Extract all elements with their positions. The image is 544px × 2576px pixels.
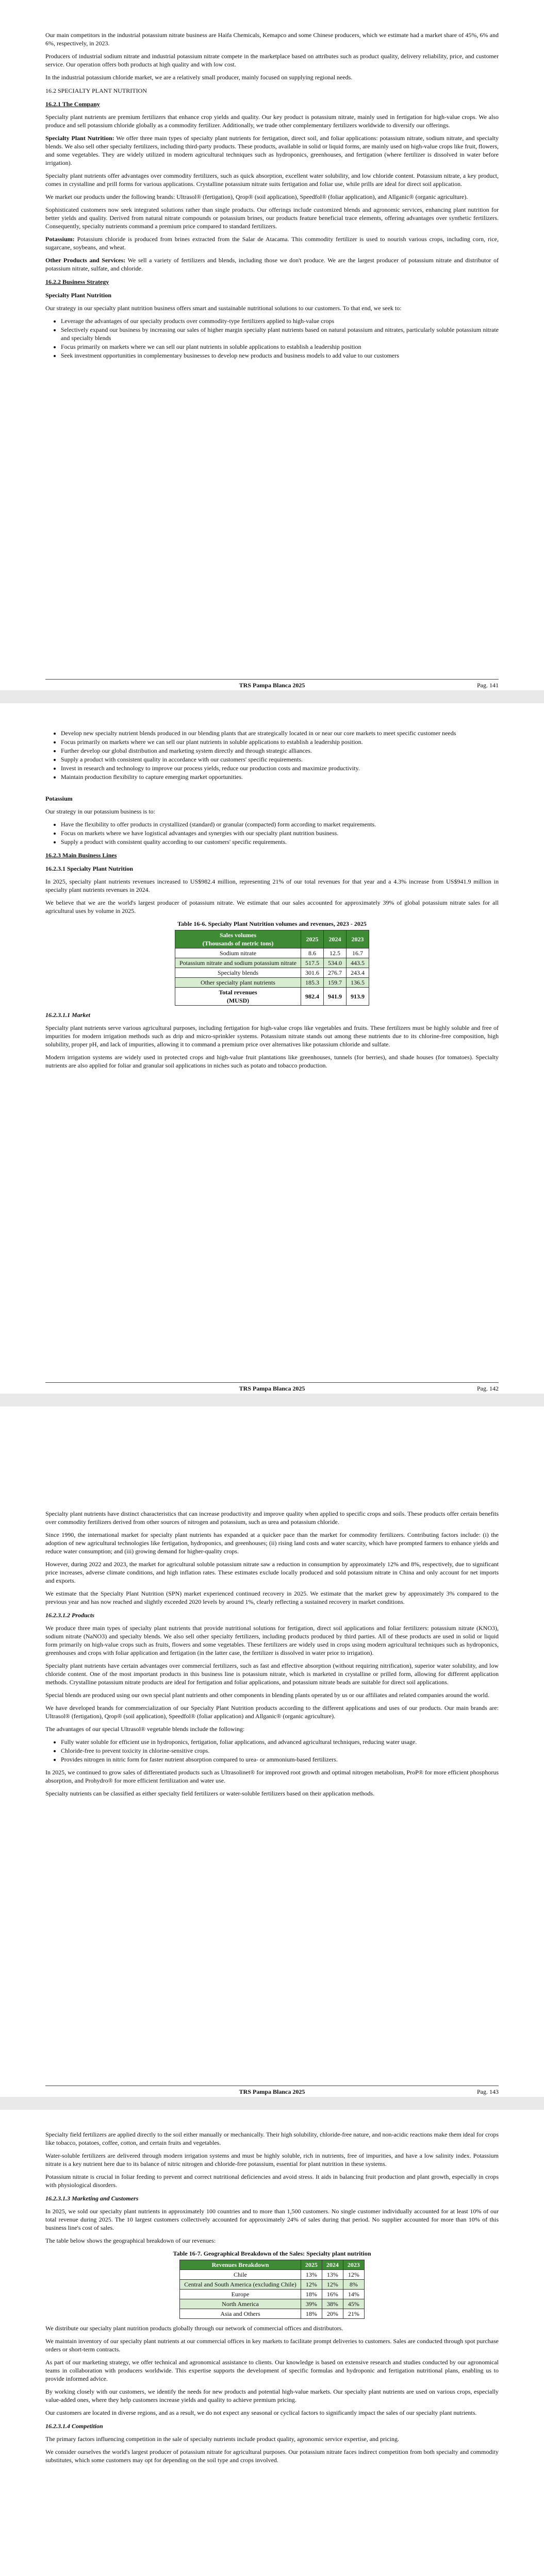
table-row: [175, 978, 369, 988]
paragraph: Producers of industrial sodium nitrate and industrial potassium nitrate compete in the marketplace based on attributes such as product quality, delivery reliability, price, and customer service. Our operation offers both products at high quality and with low cost.: [45, 53, 499, 68]
paragraph: We distribute our specialty plant nutrition products globally through our network of commercial offices and distributors.: [45, 2325, 343, 2332]
page-number: Pag. 142: [477, 1385, 499, 1392]
section-heading: 16.2 SPECIALTY PLANT NUTRITION: [45, 87, 147, 94]
cell: Other specialty plant nutrients: [175, 978, 301, 988]
column-header: 2025: [301, 930, 323, 948]
paragraph: The table below shows the geographical breakdown of our revenues:: [45, 2237, 216, 2244]
paragraph: We maintain inventory of our specialty plant nutrients at our commercial offices in key markets to facilitate prompt deliveries to customers. Sales are conducted through spot purchase orders or short-term contracts.: [45, 2337, 499, 2353]
geo-breakdown-table: [179, 2260, 365, 2319]
list-item: • Chloride-free to prevent toxicity in chlorine-sensitive crops.: [61, 1747, 499, 1755]
cell: 185.3: [301, 978, 323, 988]
paragraph: Specialty plant nutrients offer advantages over commodity fertilizers, such as quick absorption, excellent water solubility, and low chloride content. Potassium nitrate, a key product, comes in crystalline and prill forms for various applications. Crystalline potassium nitrate suits fertigation and foliar use, while prills are ideal for direct soil application.: [45, 172, 499, 188]
paragraph: However, during 2022 and 2023, the market for agricultural soluble potassium nitrate saw a reduction in consumption by approximately 12% and 8%, respectively, due to significant price increases, adverse climate conditions, and high inflation rates. These estimates exclude locally produced and sold potassium nitrate in China and only account for net imports and exports.: [45, 1561, 499, 1584]
page-footer: [45, 1382, 499, 1392]
table-caption: Table 16-6. Specialty Plant Nutrition volumes and revenues, 2023 - 2025: [177, 920, 367, 927]
table-row: [180, 2299, 365, 2309]
cell: 45%: [343, 2299, 364, 2309]
paragraph: In 2025, specialty plant nutrients revenues increased to US$982.4 million, representing 21% of our total revenues for that year and a 4.3% increase from US$941.9 million in specialty plant nutrients revenues in 2024.: [45, 878, 499, 893]
table-row: [175, 968, 369, 978]
cell: 941.9: [323, 988, 346, 1006]
paragraph: The advantages of our special Ultrasol® vegetable blends include the following:: [45, 1725, 245, 1733]
heading: 16.2.3.1 Specialty Plant Nutrition: [45, 865, 133, 872]
paragraph: [45, 235, 499, 251]
list-item: • Further develop our global distribution and marketing system directly and through strategic alliances.: [61, 747, 499, 755]
table-caption: Table 16-7. Geographical Breakdown of the Sales: Specialty plant nutrition: [173, 2250, 371, 2257]
list-item: • Focus on markets where we have logistical advantages and synergies with our specialty plant nutrition business.: [61, 829, 499, 837]
footer-title: TRS Pampa Blanca 2025: [239, 1385, 305, 1392]
column-header: 2024: [322, 2260, 343, 2270]
table-total-row: [175, 988, 369, 1006]
column-header: Sales volumes (Thousands of metric tons): [175, 930, 301, 948]
table-row: [175, 948, 369, 958]
list-item: • Focus primarily on markets where we can sell our plant nutrients in soluble applications to establish a leadership position: [61, 343, 499, 351]
cell: Europe: [180, 2290, 301, 2299]
list-item: • Invest in research and technology to improve our process yields, reduce our production costs and maximize productivity.: [61, 764, 499, 772]
paragraph: In 2025, we continued to grow sales of differentiated products such as Ultrasolinet® for improved root growth and optimal nitrogen metabolism, ProP® for more efficient phosphorus absorption, and Prohydro® for more efficient fertilization and water use.: [45, 1769, 499, 1784]
heading: 16.2.3.1.4 Competition: [45, 2422, 103, 2430]
heading: 16.2.3.1.1 Market: [45, 1011, 90, 1019]
cell: 276.7: [323, 968, 346, 978]
cell: 13%: [301, 2270, 322, 2280]
subsection-heading: 16.2.2 Business Strategy: [45, 278, 109, 285]
cell: 534.0: [323, 958, 346, 968]
column-header: 2024: [323, 930, 346, 948]
paragraph: Sophisticated customers now seek integrated solutions rather than single products. Our offerings include customized blends and agronomic services, enhancing plant nutrition for better yields and quality. Derived from natural nitrate compounds or potassium brines, our products feature beneficial trace elements, offering advantages over synthetic fertilizers. Consequently, specialty nutrients command a premium price compared to standard fertilizers.: [45, 206, 499, 230]
cell: 913.9: [346, 988, 369, 1006]
page-144: [0, 2110, 544, 2576]
paragraph-text: Potassium chloride is produced from brines extracted from the Salar de Atacama. This commodity fertilizer is used to nourish various crops, including corn, rice, sugarcane, soybeans, and wheat.: [45, 235, 499, 251]
paragraph: We market our products under the following brands: Ultrasol® (fertigation), Qrop® (soil application), Speedfol® (foliar application), and Allganic® (organic agriculture).: [45, 193, 468, 200]
paragraph: We estimate that the Specialty Plant Nutrition (SPN) market experienced continued recovery in 2025. We estimate that the market grew by approximately 3% compared to the previous year and has now reached and slightly exceeded 2020 levels by around 1%, clearly reflecting a sustained recovery in market conditions.: [45, 1590, 499, 1605]
cell: 18%: [301, 2290, 322, 2299]
list-item: • Fully water soluble for efficient use in hydroponics, fertigation, foliar applications, and advanced agricultural techniques, reducing water usage.: [61, 1738, 499, 1746]
cell: North America: [180, 2299, 301, 2309]
paragraph: In the industrial potassium chloride market, we are a relatively small producer, mainly focused on supplying regional needs.: [45, 74, 353, 81]
list-item: • Selectively expand our business by increasing our sales of higher margin specialty plant nutrients based on natural potassium and nitrates, particularly soluble potassium nitrate and specialty blends: [61, 326, 499, 342]
paragraph: Modern irrigation systems are widely used in protected crops and high-value fruit plantations like greenhouses, tunnels (for berries), and shade houses (for tomatoes). Specialty nutrients are also applied for foliar and granular soil applications in niches such as potato and tobacco production.: [45, 1054, 499, 1069]
paragraph: Specialty field fertilizers are applied directly to the soil either manually or mechanically. Their high solubility, chloride-free nature, and non-acidic reactions make them ideal for crops like tobacco, potatoes, coffee, cotton, and certain fruits and vegetables.: [45, 2131, 499, 2146]
paragraph: Our main competitors in the industrial potassium nitrate business are Haifa Chemicals, Kemapco and some Chinese producers, which we estimate had a market share of 45%, 6% and 6%, respectively, in 2023.: [45, 31, 499, 47]
list-item: • Supply a product with consistent quality according to our customers' specific requirements.: [61, 838, 499, 846]
cell: 8.6: [301, 948, 323, 958]
cell: 39%: [301, 2299, 322, 2309]
page-footer: [45, 2086, 499, 2095]
cell: 21%: [343, 2309, 364, 2319]
cell: 12.5: [323, 948, 346, 958]
paragraph: Since 1990, the international market for specialty plant nutrients has expanded at a quicker pace than the market for commodity fertilizers. Contributing factors include: (i) the adoption of new agricultural technologies like fertigation, hydroponics, and greenhouses; (ii) rising land costs and water scarcity, which have prompted farmers to enhance yields and reduce water consumption; and (iii) growing demand for higher-quality crops.: [45, 1531, 499, 1555]
subsection-heading: 16.2.1 The Company: [45, 100, 100, 108]
paragraph: The primary factors influencing competition in the sale of specialty nutrients include product quality, agronomic service expertise, and pricing.: [45, 2435, 400, 2443]
page-143: [0, 1406, 544, 2097]
heading: Specialty Plant Nutrition: [45, 292, 111, 299]
paragraph-text: We sell a variety of fertilizers and blends, including those we don't produce. We are the largest producer of potassium nitrate and distributor of potassium nitrate, sulfate, and chloride.: [45, 257, 499, 272]
cell: Potassium nitrate and sodium potassium nitrate: [175, 958, 301, 968]
paragraph: Our strategy in our specialty plant nutrition business offers smart and sustainable nutritional solutions to our customers. To that end, we seek to:: [45, 304, 402, 312]
cell: 301.6: [301, 968, 323, 978]
table-row: [180, 2270, 365, 2280]
cell: 159.7: [323, 978, 346, 988]
cell: 16.7: [346, 948, 369, 958]
paragraph: Special blends are produced using our own special plant nutrients and other components in blending plants operated by us or our affiliates and related companies around the world.: [45, 1691, 489, 1699]
list-item: • Develop new specialty nutrient blends produced in our blending plants that are strategically located in or near our core markets to meet specific customer needs: [61, 729, 499, 737]
page-footer: [45, 679, 499, 689]
cell: Asia and Others: [180, 2309, 301, 2319]
cell: Specialty blends: [175, 968, 301, 978]
cell: 517.5: [301, 958, 323, 968]
cell: 12%: [343, 2270, 364, 2280]
list-item: • Supply a product with consistent quality in accordance with our customers' specific requirements.: [61, 755, 499, 764]
bullet-list: [45, 317, 499, 360]
list-item: • Provides nitrogen in nitric form for faster nutrient absorption compared to urea- or ammonium-based fertilizers.: [61, 1755, 499, 1764]
paragraph-text: We offer three main types of specialty plant nutrients for fertigation, direct soil, and foliar applications: potassium nitrate, sodium nitrate, and specialty blends. We also sell other specialty fertilizers, including third-party products. These products, available in solid or liquid forms, are mainly used on high-value crops like fruit, flowers, and some vegetables. They are widely utilized in modern agricultural techniques such as hydroponics, greenhouses, and fertigation (where fertilizer is dissolved in water before irrigation).: [45, 134, 499, 166]
cell: 16%: [322, 2290, 343, 2299]
list-item: • Seek investment opportunities in complementary businesses to develop new products and business models to add value to our customers: [61, 351, 499, 360]
paragraph: As part of our marketing strategy, we offer technical and agronomical assistance to clients. Our knowledge is based on extensive research and studies conducted by our agronomical teams in collaboration with producers worldwide. This expertise supports the development of specific formulas and hydroponic and fertigation nutritional plans, enabling us to provide informed advice.: [45, 2359, 499, 2382]
lead-term: Potassium:: [45, 235, 75, 243]
footer-title: TRS Pampa Blanca 2025: [239, 682, 305, 689]
paragraph: Specialty plant nutrients are premium fertilizers that enhance crop yields and quality. Our key product is potassium nitrate, mainly used in fertigation for high-value crops. We also produce and sell potassium chloride globally as a commodity fertilizer. Additionally, we trade other complementary fertilizers worldwide to diversify our offerings.: [45, 113, 499, 129]
heading: Potassium: [45, 795, 73, 802]
lead-term: Specialty Plant Nutrition:: [45, 134, 114, 142]
cell: 12%: [322, 2280, 343, 2290]
cell: 982.4: [301, 988, 323, 1006]
paragraph: Water-soluble fertilizers are delivered through modern irrigation systems and must be highly soluble, rich in nutrients, free of impurities, and have a low salinity index. Potassium nitrate is a key nutrient here due to its balance of nitric nitrogen and chloride-free potassium, essential for plant nutrition in these systems.: [45, 2152, 499, 2167]
table-row: [180, 2290, 365, 2299]
cell: 12%: [301, 2280, 322, 2290]
cell: 14%: [343, 2290, 364, 2299]
heading: 16.2.3.1.3 Marketing and Customers: [45, 2195, 139, 2202]
table-row: [180, 2280, 365, 2290]
subsection-heading: 16.2.3 Main Business Lines: [45, 852, 117, 859]
cell: Central and South America (excluding Chile): [180, 2280, 301, 2290]
page-141: [0, 0, 544, 690]
paragraph: Our strategy in our potassium business is to:: [45, 808, 155, 815]
list-item: • Have the flexibility to offer products in crystallized (standard) or granular (compacted) form according to market requirements.: [61, 820, 499, 828]
list-item: • Maintain production flexibility to capture emerging market opportunities.: [61, 773, 499, 781]
paragraph: Our customers are located in diverse regions, and as a result, we do not expect any seasonal or cyclical factors to significantly impact the sales of our specialty plant nutrients.: [45, 2409, 477, 2416]
paragraph: We produce three main types of specialty plant nutrients that provide nutritional solutions for fertigation, direct soil applications and foliar fertilizers: potassium nitrate (KNO3), sodium nitrate (NaNO3) and specialty blends. We also sell other specialty fertilizers, including products produced by third parties. All of these products are used in solid or liquid form primarily on high-value crops such as fruits, flowers and some vegetables. These fertilizers are widely used in crops using modern agricultural techniques such as hydroponics, greenhouses and crops with foliar application and fertigation (in the latter case, the fertilizer is dissolved in water prior to irrigation).: [45, 1624, 499, 1656]
cell: 8%: [343, 2280, 364, 2290]
cell: 18%: [301, 2309, 322, 2319]
paragraph: We have developed brands for commercialization of our Specialty Plant Nutrition products according to the different applications and uses of our products. Our main brands are: Ultrasol® (fertigation), Qrop® (soil application), Speedfol® (foliar application) and Allganic® (organic agriculture).: [45, 1704, 499, 1720]
table-row: [180, 2309, 365, 2319]
column-header: 2023: [343, 2260, 364, 2270]
lead-term: Other Products and Services:: [45, 257, 126, 264]
paragraph: Specialty plant nutrients have distinct characteristics that can increase productivity and improve quality when applied to specific crops and soils. These products offer certain benefits over commodity fertilizers derived from other sources of nitrogen and potassium, such as urea and potassium chloride.: [45, 1510, 499, 1526]
cell: 13%: [322, 2270, 343, 2280]
bullet-list: [45, 1738, 499, 1764]
column-header: 2023: [346, 930, 369, 948]
page-142: [0, 703, 544, 1394]
paragraph: Specialty plant nutrients serve various agricultural purposes, including fertigation for high-value crops like vegetables and fruits. These fertilizers must be highly soluble and free of impurities for modern irrigation methods such as drip and micro-sprinkler systems. Potassium nitrate stands out among these nutrients due to its chlorine-free composition, high solubility, proper pH, and lack of impurities, allowing it to command a premium price over alternatives like potassium chloride and sulfate.: [45, 1024, 499, 1048]
cell: 443.5: [346, 958, 369, 968]
paragraph: By working closely with our customers, we identify the needs for new products and potential high-value markets. Our specialty plant nutrients are used on various crops, especially value-added ones, where they help customers increase yields and quality to achieve premium pricing.: [45, 2388, 499, 2403]
paragraph: We believe that we are the world's largest producer of potassium nitrate. We estimate that our sales accounted for approximately 39% of global potassium nitrate sales for all agricultural uses by volume in 2025.: [45, 899, 499, 914]
cell: 136.5: [346, 978, 369, 988]
paragraph: [45, 256, 499, 273]
bullet-list: [45, 729, 499, 781]
page-number: Pag. 141: [477, 682, 499, 689]
footer-title: TRS Pampa Blanca 2025: [239, 2088, 305, 2095]
cell: Chile: [180, 2270, 301, 2280]
cell: 38%: [322, 2299, 343, 2309]
list-item: • Leverage the advantages of our specialty products over commodity-type fertilizers applied to high-value crops: [61, 317, 499, 325]
paragraph: We consider ourselves the world's largest producer of potassium nitrate for agricultural purposes. Our potassium nitrate faces indirect competition from both specialty and commodity substitutes, which some customers may opt for depending on the soil type and crops involved.: [45, 2448, 499, 2464]
cell: Total revenues (MUSD): [175, 988, 301, 1006]
table-header-row: [180, 2260, 365, 2270]
paragraph: Specialty nutrients can be classified as either specialty field fertilizers or water-soluble fertilizers based on their application methods.: [45, 1790, 375, 1797]
paragraph: In 2025, we sold our specialty plant nutrients in approximately 100 countries and to more than 1,500 customers. No single customer individually accounted for at least 10% of our total revenue during 2025. The 10 largest customers collectively accounted for approximately 24% of sales during that period. No supplier accounted for more than 10% of this business line's cost of sales.: [45, 2208, 499, 2231]
paragraph: [45, 134, 499, 167]
page-number: Pag. 143: [477, 2088, 499, 2095]
table-row: [175, 958, 369, 968]
list-item: • Focus primarily on markets where we can sell our plant nutrients in soluble applications to establish a leadership position.: [61, 738, 499, 746]
table-header-row: [175, 930, 369, 948]
cell: Sodium nitrate: [175, 948, 301, 958]
bullet-list: [45, 820, 499, 846]
spn-volumes-table: [175, 930, 369, 1006]
paragraph: Potassium nitrate is crucial in foliar feeding to prevent and correct nutritional deficiencies and avoid stress. It aids in balancing fruit production and plant growth, especially in crops with physiological disorders.: [45, 2173, 499, 2189]
heading: 16.2.3.1.2 Products: [45, 1612, 95, 1619]
cell: 20%: [322, 2309, 343, 2319]
column-header: 2025: [301, 2260, 322, 2270]
paragraph: Specialty plant nutrients have certain advantages over commercial fertilizers, such as fast and effective absorption (without requiring nitrification), superior water solubility, and low chloride content. One of the most important products in this business line is potassium nitrate, which is marketed in crystalline or prilled form, allowing for different application methods. Crystalline potassium nitrate products are ideal for fertigation and foliar applications, and potassium nitrate beads are suitable for direct soil applications.: [45, 1662, 499, 1686]
column-header: Revenues Breakdown: [180, 2260, 301, 2270]
cell: 243.4: [346, 968, 369, 978]
